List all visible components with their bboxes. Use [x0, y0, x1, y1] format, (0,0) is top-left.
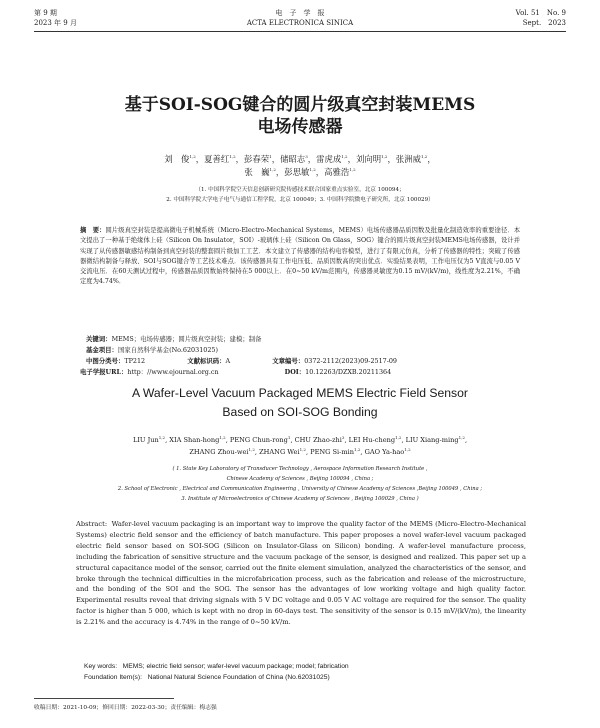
received-dates: 收稿日期：2021-10-09；修回日期：2022-03-30；责任编辑：梅志强: [34, 705, 217, 711]
class-label: 中图分类号：: [86, 357, 125, 365]
cn-author: 张 巍$^{1,2}$: [244, 166, 276, 177]
cn-affil-line1: （1. 中国科学院空天信息创新研究院传感技术联合国家重点实验室，北京 100094；: [195, 187, 405, 193]
en-abstract-label: Abstract:: [76, 520, 108, 528]
en-affil-line3: 2. School of Electronic , Electrical and Communication Engineering , University of Chinese Academy of Sciences ,Beijing 100049 , China ;: [117, 486, 483, 492]
cn-author: 张洲威$^{1,2}$: [395, 154, 428, 164]
en-author: LEI Hu-cheng$^{1,2}$: [348, 434, 402, 444]
en-author: XIA Shan-hong$^{1,2}$: [169, 434, 226, 444]
cn-author: 彭春荣$^1$: [244, 154, 272, 164]
cn-keywords-text: MEMS；电场传感器；圆片级真空封装；建模；制备: [111, 335, 262, 343]
article-label: 文章编号：: [272, 357, 305, 365]
date-cn: 2023 年 9 月: [34, 19, 77, 27]
cn-author: 雷虎成$^{1,2}$: [316, 154, 348, 164]
header-rule: [34, 31, 566, 32]
issue-cn: 第 9 期: [34, 9, 57, 17]
en-author: ZHANG Wei$^{1,2}$: [259, 446, 306, 456]
en-affil-line1: ( 1. State Key Laboratory of Transducer Technology , Aerospace Information Research Institute ,: [172, 466, 428, 472]
footnote-rule: [34, 698, 174, 699]
en-title: [0, 384, 600, 422]
cn-author: 储昭志$^3$: [280, 154, 308, 164]
en-title-line2: Based on SOI-SOG Bonding: [222, 405, 378, 419]
header-center: [34, 8, 566, 28]
cn-url-doi: [80, 367, 520, 377]
cn-abstract-text: 圆片级真空封装是提高微电子机械系统（Micro-Electro-Mechanical Systems，MEMS）电场传感器品质因数及批量化制造效率的重要途径．本文提出了一种基于绝缘体上硅（Silicon On Insulator，SOI）-玻璃体上硅（Silicon On Glass，SOG）键合的圆片级真空封装MEMS电场传感器，设计并实现了从传感器敏感结构制备到真空封装的整套圆片级加工工艺．本文建立了传感器的结构电容模型，进行了有限元仿真，分析了传感器的特性；突破了传感器微结构制备与释放、SOI与SOG键合等工艺技术难点．该传感器具有工作电压低、品质因数高的突出优点．实验结果表明，工作电压仅为5 V直流与0.05 V交流电压．在60天测试过程中，传感器品质因数始终保持在5 000以上．在0~50 kV/m范围内，传感器灵敏度为0.15 mV/(kV/m)，线性度为2.21%，不确定度为4.74%．: [80, 227, 521, 286]
cn-fund-label: 基金项目：: [86, 346, 118, 354]
cn-author: 彭思敏$^{1,2}$: [284, 166, 316, 177]
en-author: PENG $Si-\min^{1,2}$: [310, 446, 361, 456]
journal-en: ACTA ELECTRONICA SINICA: [246, 19, 354, 27]
en-fund-text: National Natural Science Foundation of China (No.62031025): [147, 674, 330, 681]
en-fund: [84, 673, 526, 683]
doccode: A: [225, 357, 231, 365]
en-authors-line2: ZHANG Zhou-wei$^{1,2}$, ZHANG Wei$^{1,2}$, PENG $Si-\min^{1,2}$, GAO Ya-hao$^{1,2}$: [189, 446, 411, 456]
en-author: GAO Ya-hao$^{1,2}$: [364, 446, 411, 456]
en-abstract-text: Wafer-level vacuum packaging is an important way to improve the quality factor of the MEMS (Micro-Electro-Mechanical Systems) electric field sensor and the efficiency of batch manufacture. This paper proposes a novel wafer-level vacuum packaged electric field sensor based on SOI-SOG (Silicon on Insulator-Glass on Silicon) bonding. A wafer-level manufacture process, including the fabrication of sensitive structure and the vacuum package of the sensor, is designed and realized. This paper set up a structural capacitance model of the sensor, carried out the finite element simulation, analyzed the characteristics of the sensor, and broke through the technical difficulties in the microfabrication process, such as the fabrication and release of the microstructure, and the bonding of the SOI and the SOG. The sensor has the advantages of low working voltage and high quality factor. Experimental results reveal that driving signals with 5 V DC voltage and 0.05 V AC voltage are required for the sensor. The quality factor is higher than 5 000, which is kept with no drop in 60-days test. The sensitivity of the sensor is 0.15 mV/(kV/m), the linearity is 2.21% and the accuracy is 4.74% in the range of 0~50 kV/m.: [76, 520, 526, 627]
en-author: LIU Xiang-ming$^{1,2}$: [405, 434, 465, 444]
cn-authors: [0, 153, 600, 178]
en-author: ZHANG Zhou-wei$^{1,2}$: [189, 446, 255, 456]
en-title-line1: A Wafer-Level Vacuum Packaged MEMS Electric Field Sensor: [132, 386, 468, 400]
volume: Vol. 51 No. 9: [515, 9, 566, 17]
cn-fund-text: 国家自然科学基金(No.62031025): [117, 346, 218, 354]
doi-label: DOI：: [284, 368, 306, 376]
en-author: CHU Zhao-zhi$^3$: [294, 434, 345, 444]
cn-author: 刘 俊$^{1,2}$: [164, 154, 196, 164]
en-affiliations: [20, 464, 580, 504]
en-abstract: [76, 519, 526, 628]
en-authors: [0, 434, 600, 458]
cn-classification: [86, 356, 520, 366]
url-label: 电子学报URL：: [80, 368, 128, 376]
en-author: LIU Jun$^{1,2}$: [132, 434, 166, 444]
doi-link[interactable]: 10.12263/DZXB.20211364: [305, 368, 392, 376]
cn-fund: [86, 345, 520, 355]
journal-cn: 电 子 学 报: [275, 9, 325, 17]
en-keywords-text: MEMS; electric field sensor; wafer-level vacuum package; model; fabrication: [122, 663, 349, 670]
cn-keywords-label: 关键词：: [86, 335, 112, 343]
header-right: [516, 8, 566, 28]
cn-authors-line1: 刘 俊$^{1,2}$，夏善红$^{1,2}$，彭春荣$^1$，储昭志$^3$，雷虎成$^{1,2}$，刘向明$^{1,2}$，张洲威$^{1,2}$，: [164, 154, 436, 164]
cn-keywords: [86, 334, 520, 344]
cn-title-line1: 基于SOI-SOG键合的圆片级真空封装MEMS: [124, 95, 476, 115]
en-affil-line2: Chinese Academy of Sciences , Beijing 100094 , China ;: [226, 476, 374, 482]
en-affil-line4: 3. Institute of Microelectronics of Chinese Academy of Sciences , Beijing 100029 , China ): [181, 496, 419, 502]
cn-author: 夏善红$^{1,2}$: [204, 154, 236, 164]
cn-title-line2: 电场传感器: [257, 117, 343, 137]
cn-author: 刘向明$^{1,2}$: [355, 154, 388, 164]
cn-affil-line2: 2. 中国科学院大学电子电气与通信工程学院，北京 100049；3. 中国科学院微电子研究所，北京 100029）: [166, 197, 434, 203]
date-en: Sept. 2023: [522, 19, 566, 27]
cn-abstract: [80, 226, 520, 288]
class-no: TP212: [124, 357, 146, 365]
journal-url[interactable]: http：//www.ejournal.org.cn: [127, 368, 219, 376]
en-fund-label: Foundation Item(s):: [84, 674, 142, 681]
cn-abstract-label: 摘 要：: [80, 227, 106, 234]
running-header: [34, 8, 566, 30]
cn-affiliations: [0, 185, 600, 205]
en-authors-line1: LIU Jun$^{1,2}$, XIA Shan-hong$^{1,2}$, PENG Chun-rong$^1$, CHU Zhao-zhi$^3$, LEI Hu-cheng$^{1,2}$, LIU Xiang-ming$^{1,2}$,: [132, 434, 468, 444]
article-no: 0372-2112(2023)09-2517-09: [304, 357, 398, 365]
cn-author: 高雅浩$^{1,2}$: [324, 166, 356, 177]
doccode-label: 文献标识码：: [187, 357, 226, 365]
cn-title: [0, 94, 600, 138]
en-keywords-label: Key words:: [84, 663, 118, 670]
en-author: PENG Chun-rong$^1$: [229, 434, 291, 444]
cn-authors-line2: 张 巍$^{1,2}$，彭思敏$^{1,2}$，高雅浩$^{1,2}$: [244, 166, 356, 177]
en-keywords: [84, 662, 526, 672]
